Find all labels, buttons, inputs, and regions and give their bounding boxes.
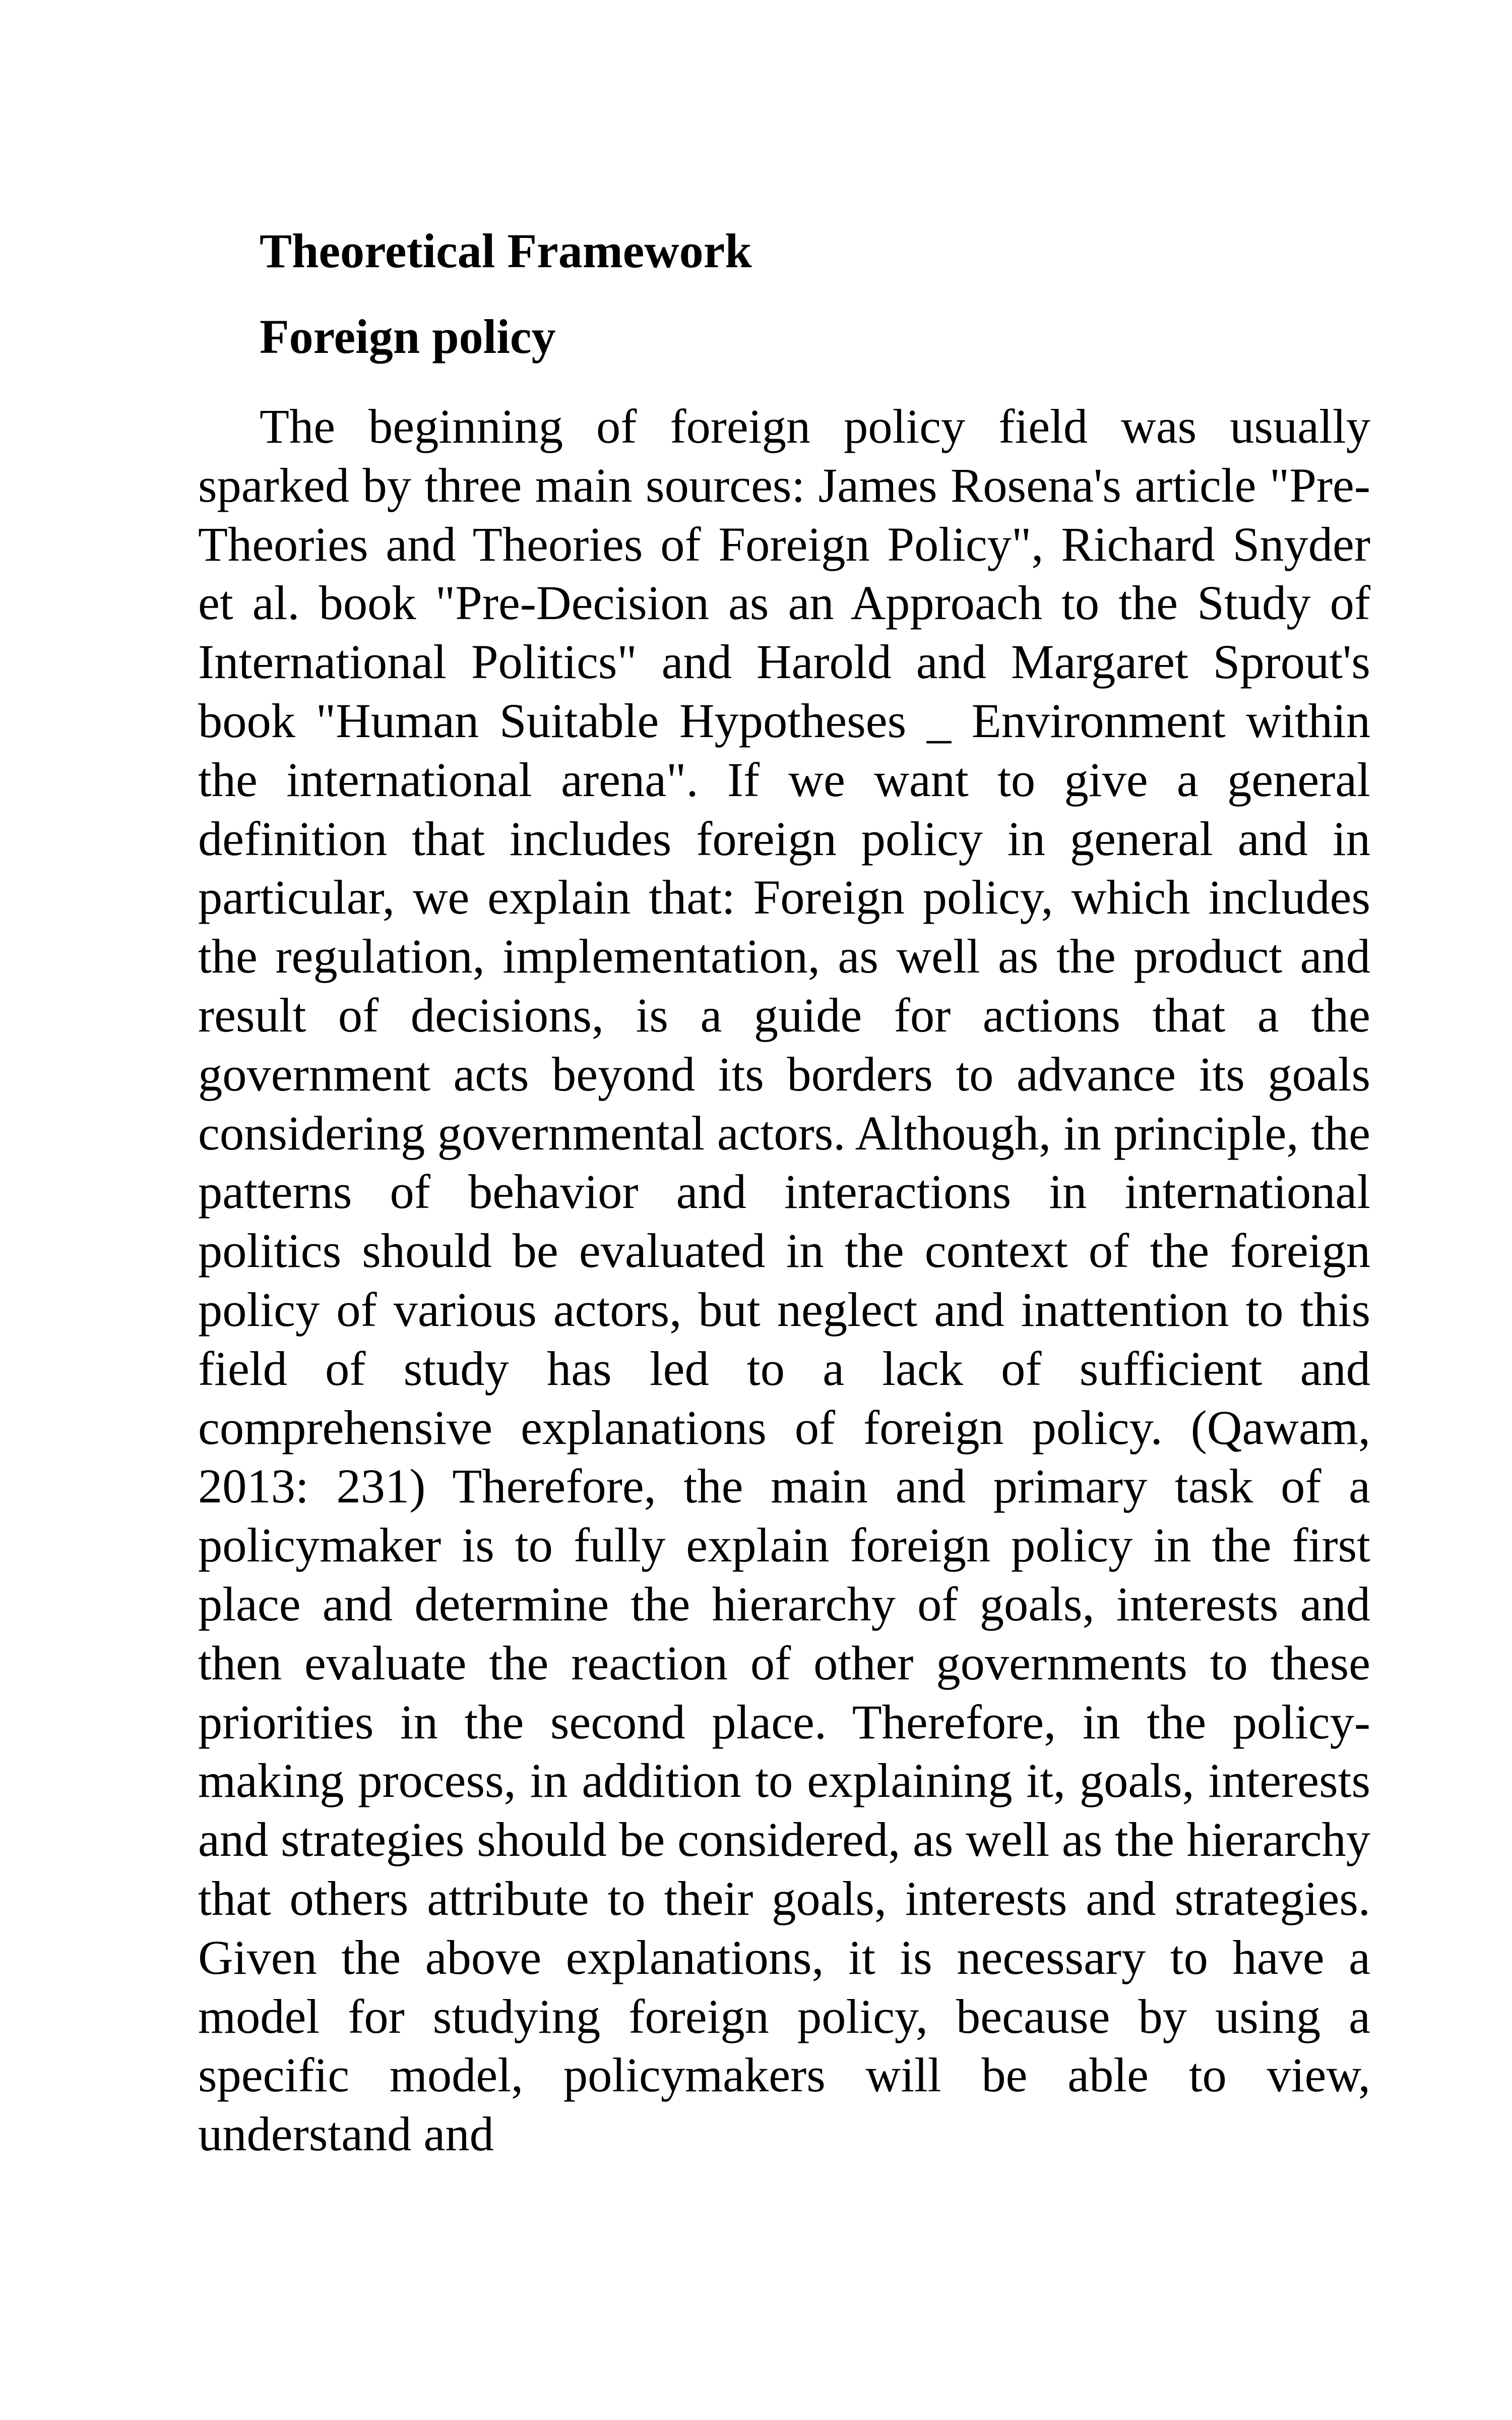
subsection-heading: Foreign policy bbox=[260, 310, 556, 364]
body-paragraph: The beginning of foreign policy field was usually sparked by three main sources: James Rosena's article "Pre-Theories and Theories of Foreign Policy", Richard Snyder et al. book "Pre-Decision as an Approach to the Study of International Politics" and Harold and Margaret Sprout's book "Human Suitable Hypotheses _ Environment within the international arena". If we want to give a general definition that includes foreign policy in general and in particular, we explain that: Foreign policy, which includes the regulation, implementation, as well as the product and result of decisions, is a guide for actions that a the government acts beyond its borders to advance its goals considering governmental actors. Although, in principle, the patterns of behavior and interactions in international politics should be evaluated in the context of the foreign policy of various actors, but neglect and inattention to this field of study has led to a lack of sufficient and comprehensive explanations of foreign policy. (Qawam, 2013: 231) Therefore, the main and primary task of a policymaker is to fully explain foreign policy in the first place and determine the hierarchy of goals, interests and then evaluate the reaction of other governments to these priorities in the second place. Therefore, in the policy-making process, in addition to explaining it, goals, interests and strategies should be considered, as well as the hierarchy that others attribute to their goals, interests and strategies. Given the above explanations, it is necessary to have a model for studying foreign policy, because by using a specific model, policymakers will be able to view, understand and bbox=[198, 399, 1370, 2161]
section-heading: Theoretical Framework bbox=[260, 224, 752, 278]
